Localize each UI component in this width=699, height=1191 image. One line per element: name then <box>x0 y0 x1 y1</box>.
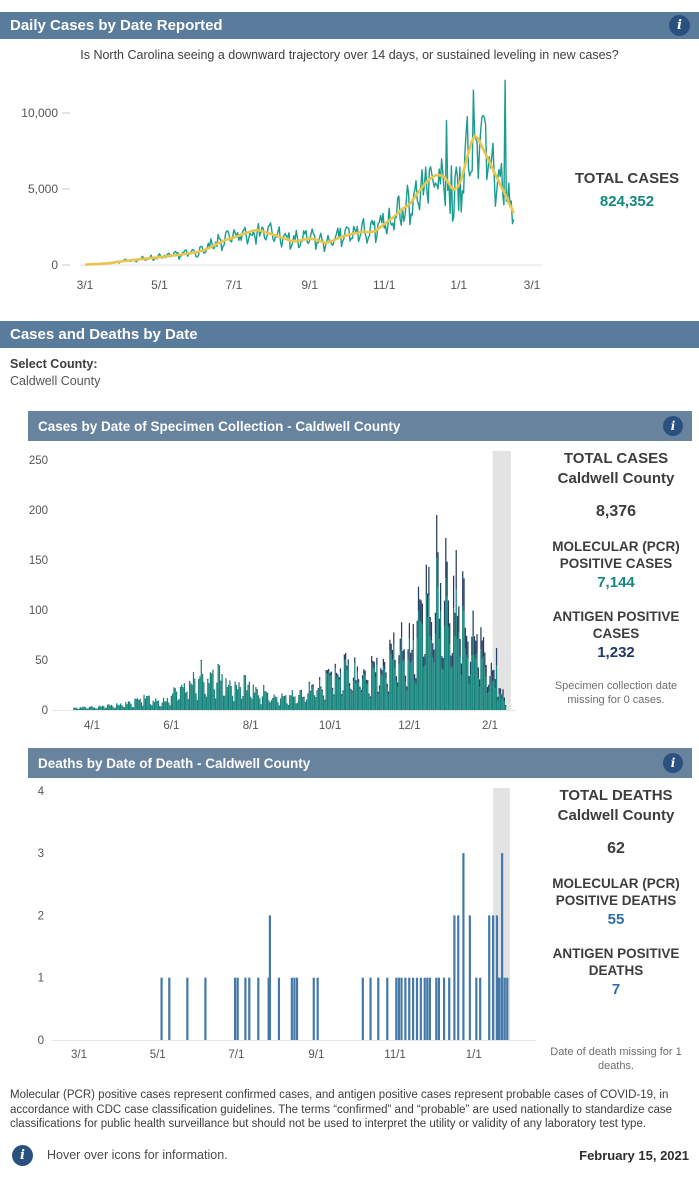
info-icon[interactable]: i <box>663 753 683 773</box>
deaths-panel-header <box>28 748 692 778</box>
info-icon[interactable]: i <box>669 15 690 36</box>
svg-text:2/1: 2/1 <box>482 720 499 732</box>
svg-text:12/1: 12/1 <box>398 720 421 732</box>
cases-county-label: Caldwell County <box>557 470 675 487</box>
cases-deaths-header <box>0 321 699 348</box>
info-icon[interactable]: i <box>663 416 683 436</box>
county-selector[interactable] <box>10 357 699 388</box>
daily-cases-chart-row <box>0 66 699 305</box>
deaths-total-label: TOTAL DEATHS <box>559 787 673 804</box>
daily-cases-header <box>0 12 699 39</box>
trajectory-question: Is North Carolina seeing a downward trajectory over 14 days, or sustained leveling in new cases? <box>80 48 619 62</box>
svg-text:1/1: 1/1 <box>465 1049 482 1061</box>
svg-text:1: 1 <box>37 972 44 985</box>
cases-antigen-value: 1,232 <box>597 644 635 661</box>
cases-total-label: TOTAL CASES <box>563 450 669 467</box>
svg-text:1/1: 1/1 <box>450 278 468 292</box>
deaths-antigen-value: 7 <box>611 981 621 998</box>
svg-text:50: 50 <box>35 655 48 667</box>
county-selector-value[interactable]: Caldwell County <box>10 374 101 388</box>
svg-text:5,000: 5,000 <box>27 182 58 196</box>
deaths-missing-note: Date of death missing for 1 deaths. <box>550 1046 682 1072</box>
hover-note: Hover over icons for information. <box>47 1148 228 1163</box>
county-selector-label: Select County: <box>10 357 98 371</box>
svg-text:11/1: 11/1 <box>372 278 396 292</box>
svg-text:3/1: 3/1 <box>76 278 94 292</box>
deaths-total-value: 62 <box>607 840 625 857</box>
daily-cases-chart[interactable] <box>0 66 555 305</box>
deaths-county-label: Caldwell County <box>557 807 675 824</box>
deaths-antigen-label: ANTIGEN POSITIVE DEATHS <box>552 946 680 978</box>
svg-text:0: 0 <box>41 705 48 717</box>
daily-cases-title: Daily Cases by Date Reported <box>10 17 223 34</box>
cases-antigen-label: ANTIGEN POSITIVE CASES <box>552 609 680 641</box>
cases-total-value: 8,376 <box>595 503 637 520</box>
svg-text:0: 0 <box>51 258 58 272</box>
svg-text:10/1: 10/1 <box>318 720 342 732</box>
total-cases-value: 824,352 <box>599 193 655 210</box>
total-cases-summary <box>555 66 699 305</box>
svg-text:150: 150 <box>28 555 48 567</box>
svg-text:9/1: 9/1 <box>308 1049 325 1061</box>
svg-text:7/1: 7/1 <box>228 1049 245 1061</box>
cases-by-specimen-date-chart[interactable] <box>28 441 540 733</box>
footer <box>12 1145 689 1166</box>
deaths-by-date-chart[interactable] <box>28 778 540 1073</box>
cases-panel <box>28 411 692 733</box>
cases-pcr-label: MOLECULAR (PCR) POSITIVE CASES <box>552 539 680 571</box>
svg-text:200: 200 <box>28 505 48 517</box>
svg-text:250: 250 <box>28 455 48 467</box>
deaths-panel-title: Deaths by Date of Death - Caldwell County <box>38 755 311 771</box>
svg-text:5/1: 5/1 <box>151 278 168 292</box>
svg-text:5/1: 5/1 <box>149 1049 166 1061</box>
svg-text:2: 2 <box>37 910 44 923</box>
deaths-panel <box>28 748 692 1073</box>
svg-text:3/1: 3/1 <box>71 1049 87 1061</box>
total-cases-label: TOTAL CASES <box>574 170 680 187</box>
cases-pcr-value: 7,144 <box>597 574 635 591</box>
report-date: February 15, 2021 <box>579 1147 689 1163</box>
deaths-pcr-value: 55 <box>607 911 625 928</box>
cases-panel-header <box>28 411 692 441</box>
svg-text:11/1: 11/1 <box>384 1049 406 1061</box>
deaths-stats <box>540 778 692 1073</box>
svg-text:10,000: 10,000 <box>21 106 58 120</box>
svg-text:9/1: 9/1 <box>301 278 319 292</box>
cases-deaths-title: Cases and Deaths by Date <box>10 326 198 343</box>
svg-text:7/1: 7/1 <box>225 278 243 292</box>
svg-text:4: 4 <box>37 785 44 798</box>
cases-panel-title: Cases by Date of Specimen Collection - Caldwell County <box>38 418 401 434</box>
svg-text:0: 0 <box>37 1035 44 1047</box>
svg-text:3/1: 3/1 <box>523 278 541 292</box>
svg-text:8/1: 8/1 <box>242 720 259 732</box>
classification-disclaimer: Molecular (PCR) positive cases represent confirmed cases, and antigen positive cases represent probable cases of COVID-19, in accordance with CDC case classification guidelines. The terms “confirmed” and “probable” are used nationally to standardize case classifications for public health surveillance but should not be used to interpret the utility or validity of any laboratory test type. <box>10 1089 673 1131</box>
svg-text:4/1: 4/1 <box>84 720 101 732</box>
svg-text:3: 3 <box>37 848 44 861</box>
svg-text:100: 100 <box>28 605 48 617</box>
deaths-pcr-label: MOLECULAR (PCR) POSITIVE DEATHS <box>552 876 680 908</box>
cases-missing-note: Specimen collection date missing for 0 cases. <box>554 680 678 706</box>
cases-stats <box>540 441 692 733</box>
info-icon[interactable]: i <box>12 1145 33 1166</box>
svg-text:6/1: 6/1 <box>163 720 180 732</box>
